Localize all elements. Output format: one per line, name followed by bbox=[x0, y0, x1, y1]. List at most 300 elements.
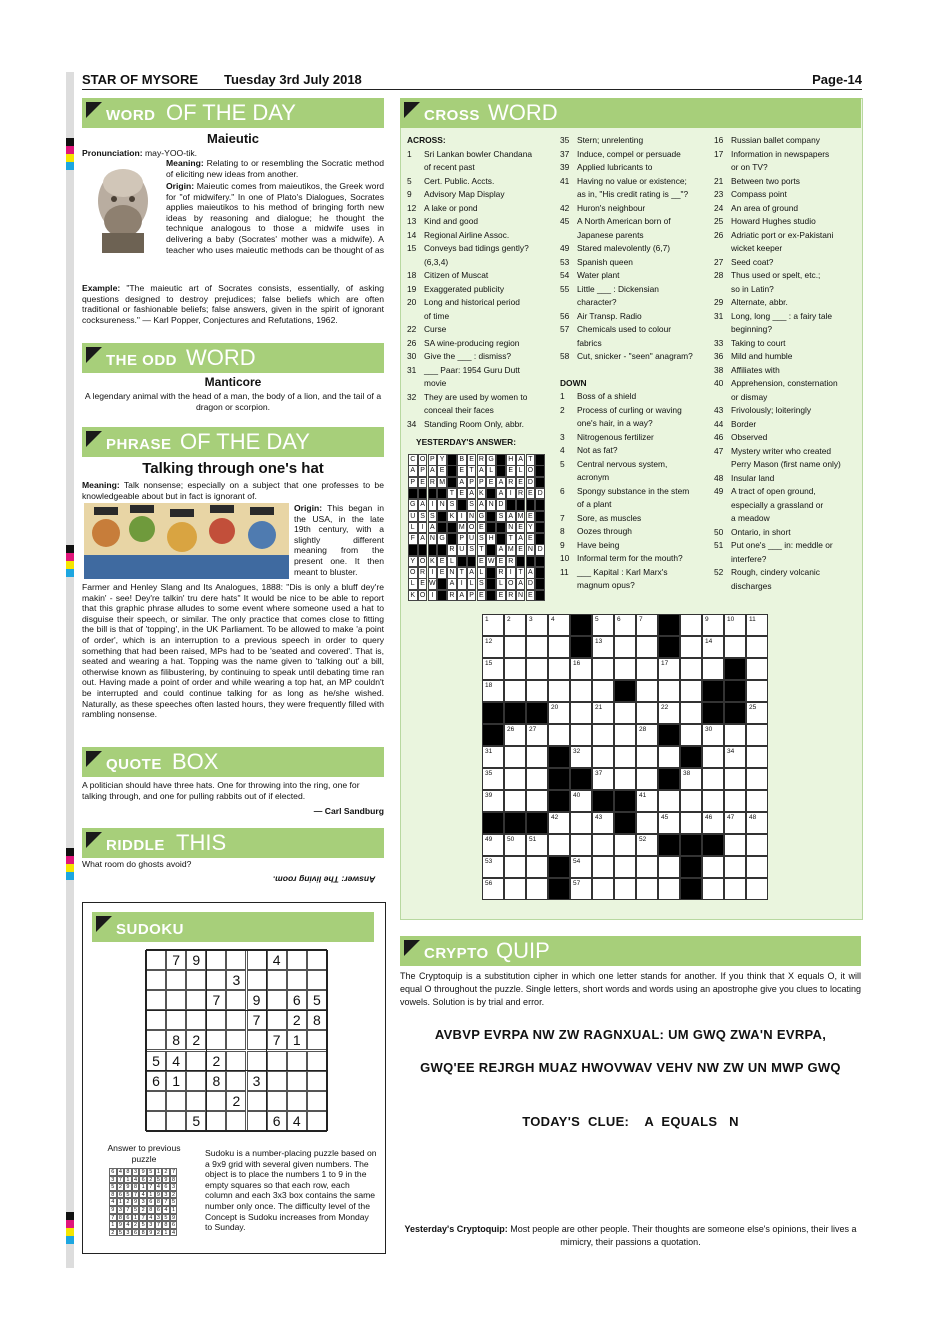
crossword-cell[interactable] bbox=[614, 614, 636, 636]
crossword-cell[interactable] bbox=[680, 812, 702, 834]
crossword-cell[interactable] bbox=[636, 878, 658, 900]
sudoku-cell[interactable] bbox=[247, 1091, 267, 1111]
clue-number: 13 bbox=[407, 216, 417, 226]
page-number: Page-14 bbox=[812, 72, 862, 87]
crossword-cell[interactable] bbox=[592, 680, 614, 702]
crossword-cell[interactable] bbox=[614, 724, 636, 746]
sudoku-cell[interactable] bbox=[247, 970, 267, 990]
crossword-cell[interactable] bbox=[548, 834, 570, 856]
crossword-cell[interactable] bbox=[592, 834, 614, 856]
sudoku-answer-cell: 3 bbox=[132, 1168, 140, 1176]
cell-number: 50 bbox=[507, 836, 515, 843]
banner-triangle bbox=[86, 431, 102, 447]
crossword-cell[interactable] bbox=[548, 614, 570, 636]
crossword-cell[interactable] bbox=[504, 614, 526, 636]
crossword-cell[interactable] bbox=[548, 702, 570, 724]
sudoku-answer-cell: 7 bbox=[109, 1214, 117, 1222]
crossword-cell[interactable] bbox=[680, 724, 702, 746]
sudoku-cell[interactable] bbox=[287, 970, 307, 990]
crossword-cell[interactable] bbox=[658, 746, 680, 768]
sudoku-cell[interactable] bbox=[226, 1030, 246, 1050]
crossword-cell[interactable] bbox=[636, 746, 658, 768]
crossword-cell[interactable] bbox=[636, 834, 658, 856]
sudoku-cell[interactable] bbox=[206, 1010, 226, 1030]
sudoku-cell[interactable]: 4 bbox=[166, 1051, 186, 1071]
crossword-cell[interactable] bbox=[702, 790, 724, 812]
crossword-cell[interactable] bbox=[636, 636, 658, 658]
sudoku-cell[interactable]: 9 bbox=[186, 950, 206, 970]
sudoku-cell[interactable]: 7 bbox=[206, 990, 226, 1010]
clue bbox=[407, 364, 557, 378]
sudoku-cell[interactable] bbox=[307, 1111, 327, 1131]
crossword-cell[interactable] bbox=[658, 790, 680, 812]
clue-text: Ontario, in short bbox=[731, 526, 791, 537]
cell-number: 9 bbox=[705, 616, 709, 623]
sudoku-cell[interactable] bbox=[186, 1051, 206, 1071]
answer-cell: M bbox=[457, 522, 467, 534]
cell-number: 47 bbox=[727, 814, 735, 821]
sudoku-cell[interactable]: 4 bbox=[287, 1111, 307, 1131]
crossword-cell[interactable] bbox=[504, 680, 526, 702]
sudoku-cell[interactable] bbox=[226, 1010, 246, 1030]
cell-number: 4 bbox=[551, 616, 555, 623]
sudoku-cell[interactable] bbox=[247, 950, 267, 970]
clue-text: A lake or pond bbox=[424, 202, 478, 213]
sudoku-cell[interactable] bbox=[166, 1091, 186, 1111]
sudoku-cell[interactable]: 8 bbox=[206, 1071, 226, 1091]
clue-number: 25 bbox=[714, 216, 724, 226]
crossword-cell[interactable] bbox=[570, 856, 592, 878]
crossword-cell[interactable] bbox=[746, 658, 768, 680]
crossword-cell[interactable] bbox=[746, 856, 768, 878]
answer-cell: S bbox=[418, 511, 428, 523]
crossword-cell[interactable] bbox=[724, 636, 746, 658]
crossword-cell[interactable] bbox=[636, 614, 658, 636]
clue-number: 3 bbox=[560, 431, 565, 442]
crossword-cell[interactable] bbox=[636, 658, 658, 680]
crossword-cell[interactable] bbox=[614, 878, 636, 900]
banner-title-a: RIDDLE bbox=[106, 837, 165, 854]
answer-cell: O bbox=[418, 556, 428, 568]
crossword-cell[interactable] bbox=[702, 768, 724, 790]
clue-text: Process of curling or waving bbox=[577, 404, 682, 415]
sudoku-cell[interactable]: 7 bbox=[247, 1010, 267, 1030]
crossword-cell[interactable] bbox=[636, 724, 658, 746]
banner-triangle bbox=[86, 347, 102, 363]
sudoku-cell[interactable] bbox=[166, 1010, 186, 1030]
crossword-cell[interactable] bbox=[724, 812, 746, 834]
crossword-cell[interactable] bbox=[482, 614, 504, 636]
crossword-cell[interactable] bbox=[592, 878, 614, 900]
sudoku-cell[interactable] bbox=[186, 970, 206, 990]
clue bbox=[407, 215, 557, 229]
sudoku-cell[interactable] bbox=[267, 990, 287, 1010]
crossword-cell[interactable] bbox=[746, 614, 768, 636]
crossword-cell[interactable] bbox=[746, 702, 768, 724]
sudoku-cell[interactable]: 8 bbox=[166, 1030, 186, 1050]
crossword-cell[interactable] bbox=[592, 856, 614, 878]
crossword-cell[interactable] bbox=[504, 724, 526, 746]
sudoku-cell[interactable] bbox=[307, 1051, 327, 1071]
crossword-cell[interactable] bbox=[680, 658, 702, 680]
sudoku-cell[interactable] bbox=[226, 1111, 246, 1131]
crossword-cell[interactable] bbox=[592, 658, 614, 680]
clue bbox=[560, 458, 712, 472]
crossword-cell[interactable] bbox=[570, 724, 592, 746]
answer-cell: E bbox=[526, 488, 536, 500]
crossword-cell[interactable] bbox=[746, 768, 768, 790]
sudoku-cell[interactable] bbox=[307, 1091, 327, 1111]
sudoku-cell[interactable] bbox=[247, 1051, 267, 1071]
crossword-cell[interactable] bbox=[592, 746, 614, 768]
cell-number: 41 bbox=[639, 792, 647, 799]
sudoku-cell[interactable] bbox=[206, 1030, 226, 1050]
sudoku-cell[interactable]: 2 bbox=[206, 1051, 226, 1071]
crossword-cell[interactable] bbox=[570, 812, 592, 834]
crossword-cell[interactable] bbox=[482, 768, 504, 790]
answer-cell: B bbox=[457, 454, 467, 466]
crossword-cell[interactable] bbox=[702, 746, 724, 768]
crossword-cell[interactable] bbox=[680, 768, 702, 790]
crossword-black-cell bbox=[614, 680, 636, 702]
sudoku-cell[interactable] bbox=[146, 1091, 166, 1111]
crossword-cell[interactable] bbox=[504, 856, 526, 878]
sudoku-cell[interactable] bbox=[307, 970, 327, 990]
sudoku-cell[interactable] bbox=[267, 1010, 287, 1030]
crossword-black-cell bbox=[504, 702, 526, 724]
crossword-cell[interactable] bbox=[526, 834, 548, 856]
sudoku-banner bbox=[92, 912, 374, 942]
cell-number: 51 bbox=[529, 836, 537, 843]
sudoku-cell[interactable]: 6 bbox=[267, 1111, 287, 1131]
crossword-cell[interactable] bbox=[724, 834, 746, 856]
crossword-cell[interactable] bbox=[614, 768, 636, 790]
clue-number: 19 bbox=[407, 283, 417, 294]
sudoku-cell[interactable]: 5 bbox=[146, 1051, 166, 1071]
sudoku-answer-cell: 4 bbox=[109, 1198, 117, 1206]
crossword-cell[interactable] bbox=[526, 878, 548, 900]
sudoku-cell[interactable] bbox=[267, 970, 287, 990]
answer-black-cell bbox=[486, 590, 496, 602]
sudoku-answer-cell: 9 bbox=[155, 1191, 163, 1199]
crossword-cell[interactable] bbox=[504, 834, 526, 856]
clue-text: Stern; unrelenting bbox=[577, 135, 644, 145]
crossword-cell[interactable] bbox=[592, 812, 614, 834]
sudoku-cell[interactable]: 5 bbox=[307, 990, 327, 1010]
sudoku-cell[interactable] bbox=[206, 1111, 226, 1131]
sudoku-banner-title: SUDOKU bbox=[116, 921, 185, 938]
answer-cell: P bbox=[477, 477, 487, 489]
banner-title-a: CRYPTO bbox=[424, 945, 489, 962]
sudoku-cell[interactable]: 2 bbox=[226, 1091, 246, 1111]
sudoku-cell[interactable] bbox=[186, 1071, 206, 1091]
sudoku-cell[interactable] bbox=[287, 1091, 307, 1111]
answer-cell: A bbox=[428, 465, 438, 477]
clue-number: 43 bbox=[714, 405, 724, 415]
crossword-cell[interactable] bbox=[636, 856, 658, 878]
clue bbox=[714, 526, 860, 540]
clue-number: 11 bbox=[560, 566, 569, 577]
crossword-cell[interactable] bbox=[526, 746, 548, 768]
clue-number: 22 bbox=[407, 324, 417, 334]
sudoku-cell[interactable] bbox=[226, 990, 246, 1010]
crossword-cell[interactable] bbox=[504, 768, 526, 790]
sudoku-cell[interactable]: 8 bbox=[307, 1010, 327, 1030]
crossword-cell[interactable] bbox=[614, 636, 636, 658]
crossword-cell[interactable] bbox=[482, 636, 504, 658]
crossword-cell[interactable] bbox=[570, 658, 592, 680]
answer-cell: A bbox=[447, 578, 457, 590]
crossword-cell[interactable] bbox=[680, 680, 702, 702]
clue bbox=[714, 269, 860, 283]
crossword-cell[interactable] bbox=[526, 614, 548, 636]
sudoku-cell[interactable]: 4 bbox=[267, 950, 287, 970]
crossword-cell[interactable] bbox=[504, 746, 526, 768]
sudoku-cell[interactable]: 1 bbox=[166, 1071, 186, 1091]
crossword-cell[interactable] bbox=[746, 746, 768, 768]
sudoku-cell[interactable] bbox=[307, 1071, 327, 1091]
crossword-cell[interactable] bbox=[702, 614, 724, 636]
sudoku-cell[interactable] bbox=[146, 1111, 166, 1131]
sudoku-answer-cell: 1 bbox=[155, 1168, 163, 1176]
crossword-cell[interactable] bbox=[614, 702, 636, 724]
crossword-cell[interactable] bbox=[724, 724, 746, 746]
crossword-cell[interactable] bbox=[482, 834, 504, 856]
sudoku-cell[interactable] bbox=[186, 1010, 206, 1030]
crossword-cell[interactable] bbox=[570, 834, 592, 856]
crossword-cell[interactable] bbox=[614, 746, 636, 768]
crossword-cell[interactable] bbox=[614, 834, 636, 856]
crossword-cell[interactable] bbox=[746, 790, 768, 812]
crossword-black-cell bbox=[570, 614, 592, 636]
crossword-cell[interactable] bbox=[504, 790, 526, 812]
crossword-cell[interactable] bbox=[702, 724, 724, 746]
crossword-cell[interactable] bbox=[570, 702, 592, 724]
sudoku-cell[interactable] bbox=[247, 1111, 267, 1131]
crossword-cell[interactable] bbox=[592, 724, 614, 746]
crossword-cell[interactable] bbox=[570, 790, 592, 812]
clue-number: 53 bbox=[560, 256, 570, 267]
crossword-cell[interactable] bbox=[570, 746, 592, 768]
crossword-cell[interactable] bbox=[746, 878, 768, 900]
answer-cell: E bbox=[457, 465, 467, 477]
answer-cell: D bbox=[526, 477, 536, 489]
crossword-cell[interactable] bbox=[548, 680, 570, 702]
crossword-cell[interactable] bbox=[680, 636, 702, 658]
answer-cell: S bbox=[477, 533, 487, 545]
crossword-banner bbox=[400, 98, 861, 128]
crossword-cell[interactable] bbox=[636, 768, 658, 790]
crossword-cell[interactable] bbox=[724, 614, 746, 636]
sudoku-cell[interactable]: 2 bbox=[287, 1010, 307, 1030]
crossword-cell[interactable] bbox=[548, 724, 570, 746]
sudoku-cell[interactable] bbox=[146, 970, 166, 990]
sudoku-cell[interactable] bbox=[166, 970, 186, 990]
answer-cell: H bbox=[506, 454, 516, 466]
sudoku-cell[interactable]: 3 bbox=[247, 1071, 267, 1091]
sudoku-answer-cell: 4 bbox=[124, 1221, 132, 1229]
sudoku-cell[interactable] bbox=[166, 1111, 186, 1131]
sudoku-cell[interactable] bbox=[247, 1030, 267, 1050]
crossword-cell[interactable] bbox=[482, 658, 504, 680]
clue-number: 34 bbox=[407, 418, 417, 429]
crossword-cell[interactable] bbox=[482, 680, 504, 702]
answer-black-cell bbox=[447, 477, 457, 489]
clue bbox=[560, 161, 712, 175]
hats-illustration-image bbox=[84, 503, 289, 579]
sudoku-cell[interactable] bbox=[267, 1091, 287, 1111]
crossword-cell[interactable] bbox=[592, 702, 614, 724]
sudoku-cell[interactable]: 7 bbox=[166, 950, 186, 970]
crossword-cell[interactable] bbox=[592, 636, 614, 658]
crossword-cell[interactable] bbox=[592, 614, 614, 636]
crossword-cell[interactable] bbox=[746, 834, 768, 856]
sudoku-box-line bbox=[146, 1010, 327, 1012]
answer-black-cell bbox=[437, 488, 447, 500]
answer-cell: I bbox=[457, 578, 467, 590]
sudoku-cell[interactable] bbox=[146, 1010, 166, 1030]
crossword-cell[interactable] bbox=[592, 768, 614, 790]
clue-text: Give the ___ : dismiss? bbox=[424, 351, 512, 361]
crossword-cell[interactable] bbox=[526, 724, 548, 746]
crossword-cell[interactable] bbox=[636, 790, 658, 812]
answer-cell: P bbox=[418, 465, 428, 477]
sudoku-cell[interactable] bbox=[307, 1030, 327, 1050]
crossword-cell[interactable] bbox=[658, 658, 680, 680]
answer-cell: G bbox=[437, 533, 447, 545]
crossword-cell[interactable] bbox=[614, 856, 636, 878]
crossword-cell[interactable] bbox=[702, 856, 724, 878]
crossword-cell[interactable] bbox=[526, 680, 548, 702]
cell-number: 27 bbox=[529, 726, 537, 733]
sudoku-cell[interactable] bbox=[206, 1091, 226, 1111]
sudoku-cell[interactable]: 2 bbox=[186, 1030, 206, 1050]
crossword-cell[interactable] bbox=[658, 702, 680, 724]
crossword-cell[interactable] bbox=[526, 658, 548, 680]
crossword-cell[interactable] bbox=[724, 790, 746, 812]
sudoku-cell[interactable]: 6 bbox=[146, 1071, 166, 1091]
clue bbox=[407, 323, 557, 337]
socrates-bust-image bbox=[84, 161, 162, 253]
crossword-cell[interactable] bbox=[724, 746, 746, 768]
crossword-cell[interactable] bbox=[482, 746, 504, 768]
sudoku-answer-cell: 2 bbox=[170, 1191, 178, 1199]
crossword-cell[interactable] bbox=[504, 878, 526, 900]
sudoku-cell[interactable]: 3 bbox=[226, 970, 246, 990]
crossword-cell[interactable] bbox=[702, 636, 724, 658]
sudoku-cell[interactable] bbox=[287, 1071, 307, 1091]
crossword-cell[interactable] bbox=[482, 856, 504, 878]
clue-text: Cut, snicker - "seen" anagram? bbox=[577, 351, 693, 361]
crossword-cell[interactable] bbox=[636, 680, 658, 702]
sudoku-cell[interactable] bbox=[226, 1071, 246, 1091]
crossword-cell[interactable] bbox=[658, 812, 680, 834]
crossword-cell[interactable] bbox=[504, 636, 526, 658]
crossword-cell[interactable] bbox=[636, 812, 658, 834]
crossword-cell[interactable] bbox=[724, 878, 746, 900]
crossword-cell[interactable] bbox=[702, 878, 724, 900]
sudoku-cell[interactable] bbox=[226, 1051, 246, 1071]
crossword-cell[interactable] bbox=[746, 812, 768, 834]
crossword-cell[interactable] bbox=[702, 812, 724, 834]
crossword-cell[interactable] bbox=[746, 724, 768, 746]
crossword-cell[interactable] bbox=[614, 658, 636, 680]
answer-black-cell bbox=[535, 454, 545, 466]
sudoku-answer-cell: 4 bbox=[162, 1206, 170, 1214]
sudoku-cell[interactable] bbox=[226, 950, 246, 970]
sudoku-cell[interactable] bbox=[287, 950, 307, 970]
banner-title-b: WORD bbox=[186, 345, 256, 370]
answer-cell: I bbox=[428, 499, 438, 511]
sudoku-cell[interactable]: 6 bbox=[287, 990, 307, 1010]
crossword-cell[interactable] bbox=[548, 812, 570, 834]
crossword-cell[interactable] bbox=[570, 878, 592, 900]
crossword-cell[interactable] bbox=[724, 768, 746, 790]
crossword-cell[interactable] bbox=[724, 856, 746, 878]
crossword-cell[interactable] bbox=[482, 878, 504, 900]
crossword-cell[interactable] bbox=[658, 878, 680, 900]
crossword-cell[interactable] bbox=[658, 680, 680, 702]
crossword-cell[interactable] bbox=[548, 658, 570, 680]
clue-text: Sore, as muscles bbox=[577, 512, 642, 523]
sudoku-cell[interactable] bbox=[267, 1071, 287, 1091]
crossword-cell[interactable] bbox=[746, 680, 768, 702]
crossword-cell[interactable] bbox=[680, 790, 702, 812]
sudoku-cell[interactable]: 9 bbox=[247, 990, 267, 1010]
cell-number: 37 bbox=[595, 770, 603, 777]
crossword-cell[interactable] bbox=[570, 680, 592, 702]
crossword-cell[interactable] bbox=[526, 790, 548, 812]
clue bbox=[560, 431, 712, 445]
clue-text: one's hair, in a way? bbox=[577, 418, 653, 428]
sudoku-cell[interactable] bbox=[146, 990, 166, 1010]
crossword-cell[interactable] bbox=[702, 658, 724, 680]
clue-text: ___ Kapital : Karl Marx's bbox=[577, 566, 668, 577]
sudoku-cell[interactable] bbox=[186, 990, 206, 1010]
sudoku-cell[interactable]: 1 bbox=[287, 1030, 307, 1050]
crossword-cell[interactable] bbox=[504, 658, 526, 680]
crossword-cell[interactable] bbox=[680, 614, 702, 636]
crossword-cell[interactable] bbox=[548, 636, 570, 658]
answer-cell: T bbox=[506, 533, 516, 545]
sudoku-cell[interactable] bbox=[146, 950, 166, 970]
clue-number: 17 bbox=[714, 148, 724, 159]
cryptoquip-line-1: AVBVP EVRPA NW ZW RAGNXUAL: UM GWQ ZWA'N EVRPA, bbox=[434, 1027, 827, 1042]
registration-marks bbox=[66, 1212, 74, 1244]
sudoku-cell[interactable] bbox=[287, 1051, 307, 1071]
page-header bbox=[82, 70, 862, 90]
crossword-cell[interactable] bbox=[526, 636, 548, 658]
crossword-cell[interactable] bbox=[658, 856, 680, 878]
crossword-cell[interactable] bbox=[680, 702, 702, 724]
crossword-cell[interactable] bbox=[482, 790, 504, 812]
sudoku-cell[interactable] bbox=[267, 1051, 287, 1071]
banner-triangle bbox=[404, 940, 420, 956]
crossword-cell[interactable] bbox=[636, 702, 658, 724]
sudoku-cell[interactable] bbox=[146, 1030, 166, 1050]
crossword-cell[interactable] bbox=[746, 636, 768, 658]
sudoku-cell[interactable] bbox=[307, 950, 327, 970]
sudoku-cell[interactable] bbox=[206, 950, 226, 970]
clue bbox=[714, 175, 860, 189]
sudoku-cell[interactable] bbox=[186, 1091, 206, 1111]
crossword-cell[interactable] bbox=[526, 768, 548, 790]
sudoku-cell[interactable]: 7 bbox=[267, 1030, 287, 1050]
crossword-cell[interactable] bbox=[526, 856, 548, 878]
sudoku-cell[interactable] bbox=[166, 990, 186, 1010]
sudoku-cell[interactable] bbox=[206, 970, 226, 990]
sudoku-cell[interactable]: 5 bbox=[186, 1111, 206, 1131]
